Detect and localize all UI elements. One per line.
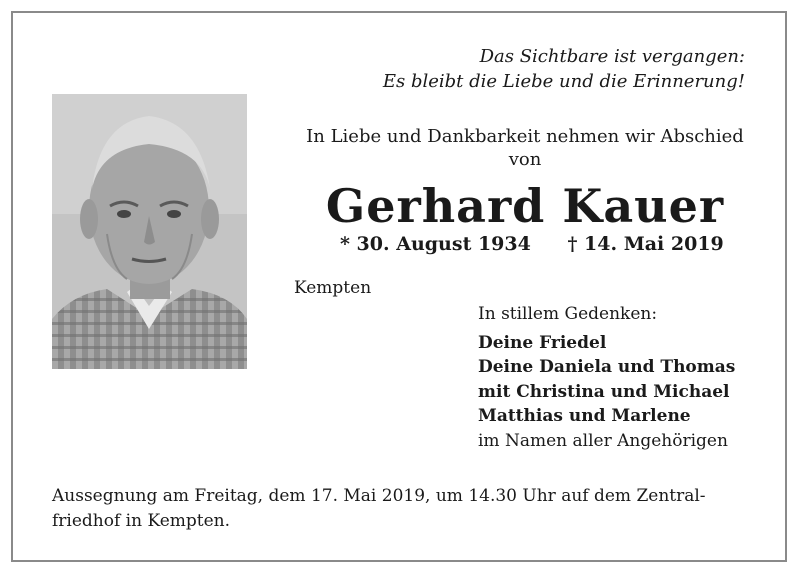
mourners-block xyxy=(478,302,735,453)
mourners-heading: In stillem Gedenken: xyxy=(478,304,658,324)
deceased-name: Gerhard Kauer xyxy=(325,179,725,233)
farewell-intro xyxy=(285,125,765,171)
mourner-line: Matthias und Marlene xyxy=(478,406,691,426)
death-date: † 14. Mai 2019 xyxy=(567,233,724,255)
mourners-closing: im Namen aller Angehörigen xyxy=(478,430,728,451)
life-dates xyxy=(340,233,724,255)
quote-line-1: Das Sichtbare ist vergangen: xyxy=(479,46,745,67)
funeral-line-2: friedhof in Kempten. xyxy=(52,511,231,531)
mourner-line: mit Christina und Michael xyxy=(478,381,730,402)
portrait-photo xyxy=(52,94,247,369)
birth-date: * 30. August 1934 xyxy=(340,233,531,255)
intro-line-1: In Liebe und Dankbarkeit nehmen wir Abschied xyxy=(306,126,744,147)
residence-place: Kempten xyxy=(294,278,372,298)
memorial-quote xyxy=(383,44,745,94)
funeral-line-1: Aussegnung am Freitag, dem 17. Mai 2019, um 14.30 Uhr auf dem Zentral- xyxy=(52,486,706,506)
quote-line-2: Es bleibt die Liebe und die Erinnerung! xyxy=(382,71,745,92)
funeral-announcement xyxy=(52,484,752,534)
intro-line-2: von xyxy=(508,149,542,170)
mourner-line: Deine Daniela und Thomas xyxy=(478,357,736,377)
mourner-line: Deine Friedel xyxy=(478,332,607,353)
